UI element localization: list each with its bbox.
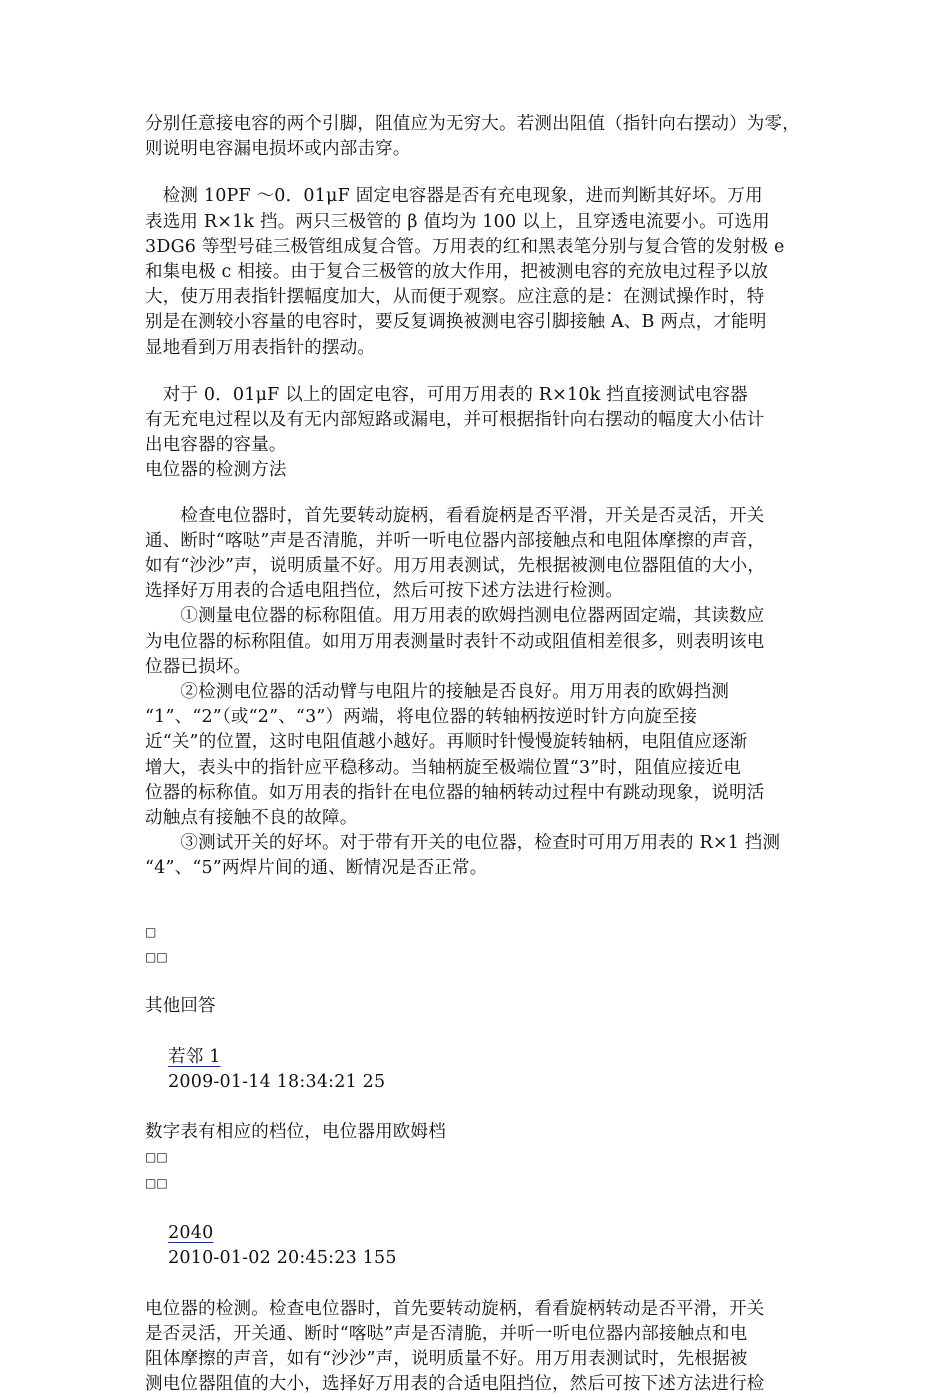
paragraph-capacitor-leakage: 分别任意接电容的两个引脚，阻值应为无穷大。若测出阻值（指针向右摆动）为零， 则说明电容漏电损坏或内部击穿。 [145, 114, 800, 160]
answer-2-header [145, 1196, 810, 1297]
paragraph-step-1: ①测量电位器的标称阻值。用万用表的欧姆挡测电位器两固定端，其读数应 为电位器的标称阻值。如用万用表测量时表针不动或阻值相差很多，则表明该电 位器已损坏。 [145, 606, 765, 677]
answer-1-meta: 2009-01-14 18:34:21 25 [168, 1071, 386, 1092]
paragraph-step-3: ③测试开关的好坏。对于带有开关的电位器，检查时可用万用表的 R×1 挡测 “4”、“5”两焊片间的通、断情况是否正常。 [145, 833, 781, 879]
paragraph-potentiometer-intro: 检查电位器时，首先要转动旋柄，看看旋柄是否平滑，开关是否灵活，开关 通、断时“喀哒”声是否清脆，并听一听电位器内部接触点和电阻体摩擦的声音， 如有“沙沙”声，说明质量不好。用万用表测试，先根据被测电位器阻值的大小， 选择好万用表的合适电阻挡位，然后可按下述方法进行检测。 [145, 505, 766, 602]
empty-mark-4: □□ [145, 1175, 168, 1190]
answer-1-text: 数字表有相应的档位，电位器用欧姆档 [145, 1122, 446, 1143]
answer-2-user-link[interactable]: 2040 [168, 1222, 214, 1243]
other-answers-label: 其他回答 [145, 996, 216, 1017]
answer-2-text: 电位器的检测。检查电位器时，首先要转动旋柄，看看旋柄转动是否平滑，开关 是否灵活，开关通、断时“喀哒”声是否清脆，并听一听电位器内部接触点和电 阻体摩擦的声音，如有“沙沙”声，说明质量不好。用万用表测试时，先根据被 测电位器阻值的大小，选择好万用表的合适电阻挡位，然后可按下述方法进行检 [145, 1298, 765, 1395]
paragraph-small-capacitor-test: 检测 10PF ～0．01μF 固定电容器是否有充电现象，进而判断其好坏。万用 表选用 R×1k 挡。两只三极管的 β 值均为 100 以上，且穿透电流要小。可选用 3DG6 等型号硅三极管组成复合管。万用表的红和黑表笔分别与复合管的发射极 e 和集电极 c 相接。由于复合三极管的放大作用，把被测电容的充放电过程予以放 大，使万用表指针摆幅度加大，从而便于观察。应注意的是：在测试操作时，特 别是在测较小容量的电容时，要反复调换被测电容引脚接触 A、B 两点，才能明 显地看到万用表指针的摆动。 [145, 186, 785, 358]
answer-1-header [145, 1019, 810, 1120]
document-body [145, 112, 810, 1397]
section-heading-potentiometer: 电位器的检测方法 [145, 460, 287, 481]
answer-1-user-link[interactable]: 若邻 1 [168, 1046, 221, 1067]
empty-mark-3: □□ [145, 1150, 168, 1165]
answer-2-meta: 2010-01-02 20:45:23 155 [168, 1248, 397, 1269]
empty-mark: □ [145, 924, 157, 939]
paragraph-large-capacitor-test: 对于 0．01μF 以上的固定电容，可用万用表的 R×10k 挡直接测试电容器 有无充电过程以及有无内部短路或漏电，并可根据指针向右摆动的幅度大小估计 出电容器的容量。 [145, 384, 765, 456]
paragraph-step-2: ②检测电位器的活动臂与电阻片的接触是否良好。用万用表的欧姆挡测 “1”、“2”（或“2”、“3”）两端，将电位器的转轴柄按逆时针方向旋至接 近“关”的位置，这时电阻值越小越好。再顺时针慢慢旋转轴柄，电阻值应逐渐 增大，表头中的指针应平稳移动。当轴柄旋至极端位置“3”时，阻值应接近电 位器的标称值。如万用表的指针在电位器的轴柄转动过程中有跳动现象，说明活 动触点有接触不良的故障。 [145, 682, 765, 829]
empty-mark-2: □□ [145, 949, 168, 964]
